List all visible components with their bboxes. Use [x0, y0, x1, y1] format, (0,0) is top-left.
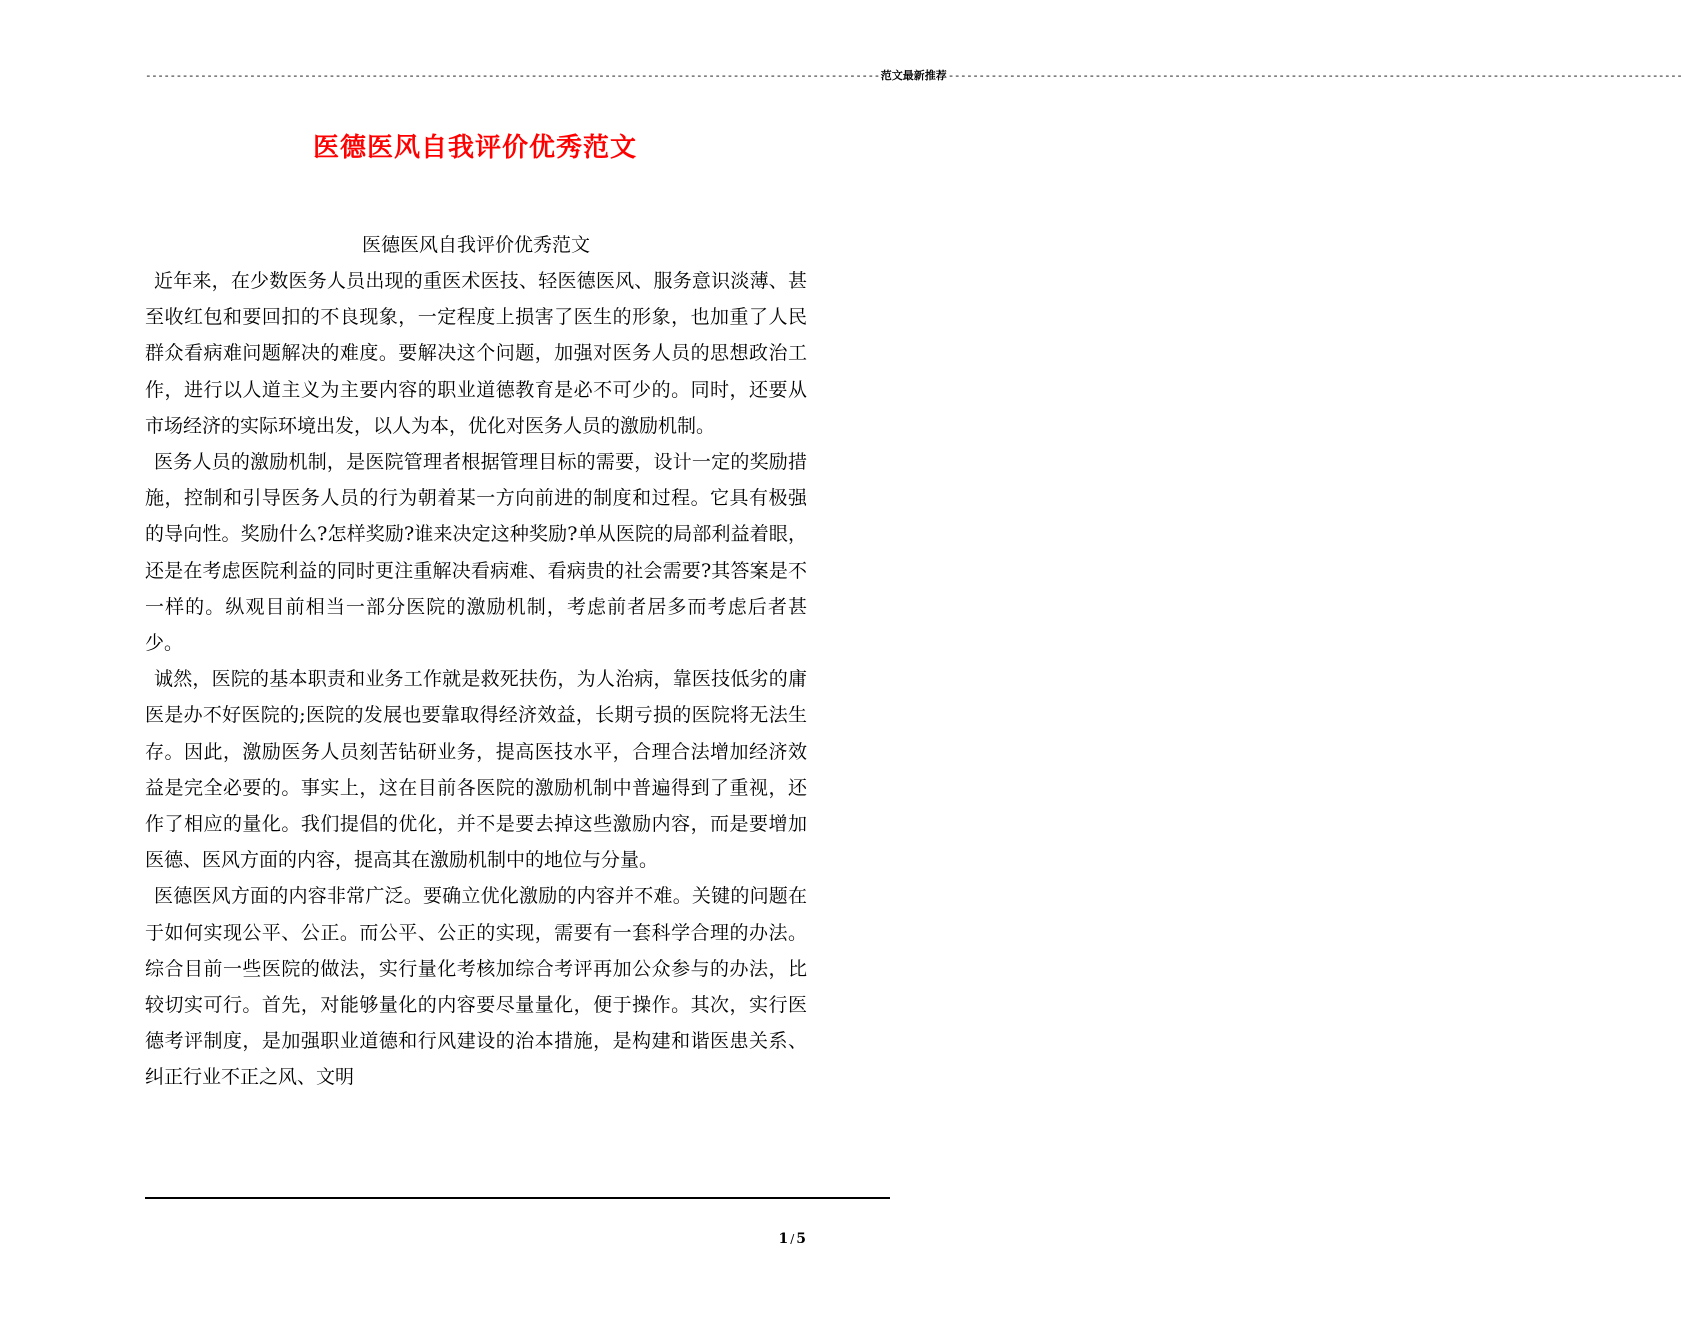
document-body — [145, 227, 807, 1096]
document-title: 医德医风自我评价优秀范文 — [312, 133, 637, 163]
header-dash-right: ------------------------------------------------------------------------------------------------------------------------ — [947, 69, 1682, 82]
page-separator: / — [790, 1232, 795, 1246]
page-number — [760, 1229, 806, 1249]
paragraph-3: 诚然，医院的基本职责和业务工作就是救死扶伤，为人治病，靠医技低劣的庸医是办不好医院的;医院的发展也要靠取得经济效益，长期亏损的医院将无法生存。因此，激励医务人员刻苦钻研业务，提高医技水平，合理合法增加经济效益是完全必要的。事实上，这在目前各医院的激励机制中普遍得到了重视，还作了相应的量化。我们提倡的优化，并不是要去掉这些激励内容，而是要增加医德、医风方面的内容，提高其在激励机制中的地位与分量。 — [145, 668, 807, 872]
page-header — [145, 68, 1682, 84]
header-banner: 范文最新推荐 — [880, 69, 947, 82]
header-dash-left: ------------------------------------------------------------------------------------------------------------------------ — [145, 69, 880, 82]
paragraph-4: 医德医风方面的内容非常广泛。要确立优化激励的内容并不难。关键的问题在于如何实现公平、公正。而公平、公正的实现，需要有一套科学合理的办法。综合目前一些医院的做法，实行量化考核加综合考评再加公众参与的办法，比较切实可行。首先，对能够量化的内容要尽量量化，便于操作。其次，实行医德考评制度，是加强职业道德和行风建设的治本措施，是构建和谐医患关系、纠正行业不正之风、文明 — [145, 885, 807, 1089]
footer-divider — [145, 1197, 890, 1199]
current-page: 1 — [778, 1231, 789, 1247]
document-subtitle: 医德医风自我评价优秀范文 — [361, 234, 590, 256]
paragraph-1: 近年来，在少数医务人员出现的重医术医技、轻医德医风、服务意识淡薄、甚至收红包和要回扣的不良现象，一定程度上损害了医生的形象，也加重了人民群众看病难问题解决的难度。要解决这个问题，加强对医务人员的思想政治工作，进行以人道主义为主要内容的职业道德教育是必不可少的。同时，还要从市场经济的实际环境出发，以人为本，优化对医务人员的激励机制。 — [145, 270, 807, 437]
paragraph-2: 医务人员的激励机制，是医院管理者根据管理目标的需要，设计一定的奖励措施，控制和引导医务人员的行为朝着某一方向前进的制度和过程。它具有极强的导向性。奖励什么?怎样奖励?谁来决定这种奖励?单从医院的局部利益着眼，还是在考虑医院利益的同时更注重解决看病难、看病贵的社会需要?其答案是不一样的。纵观目前相当一部分医院的激励机制，考虑前者居多而考虑后者甚少。 — [145, 451, 807, 655]
total-pages: 5 — [796, 1231, 806, 1247]
